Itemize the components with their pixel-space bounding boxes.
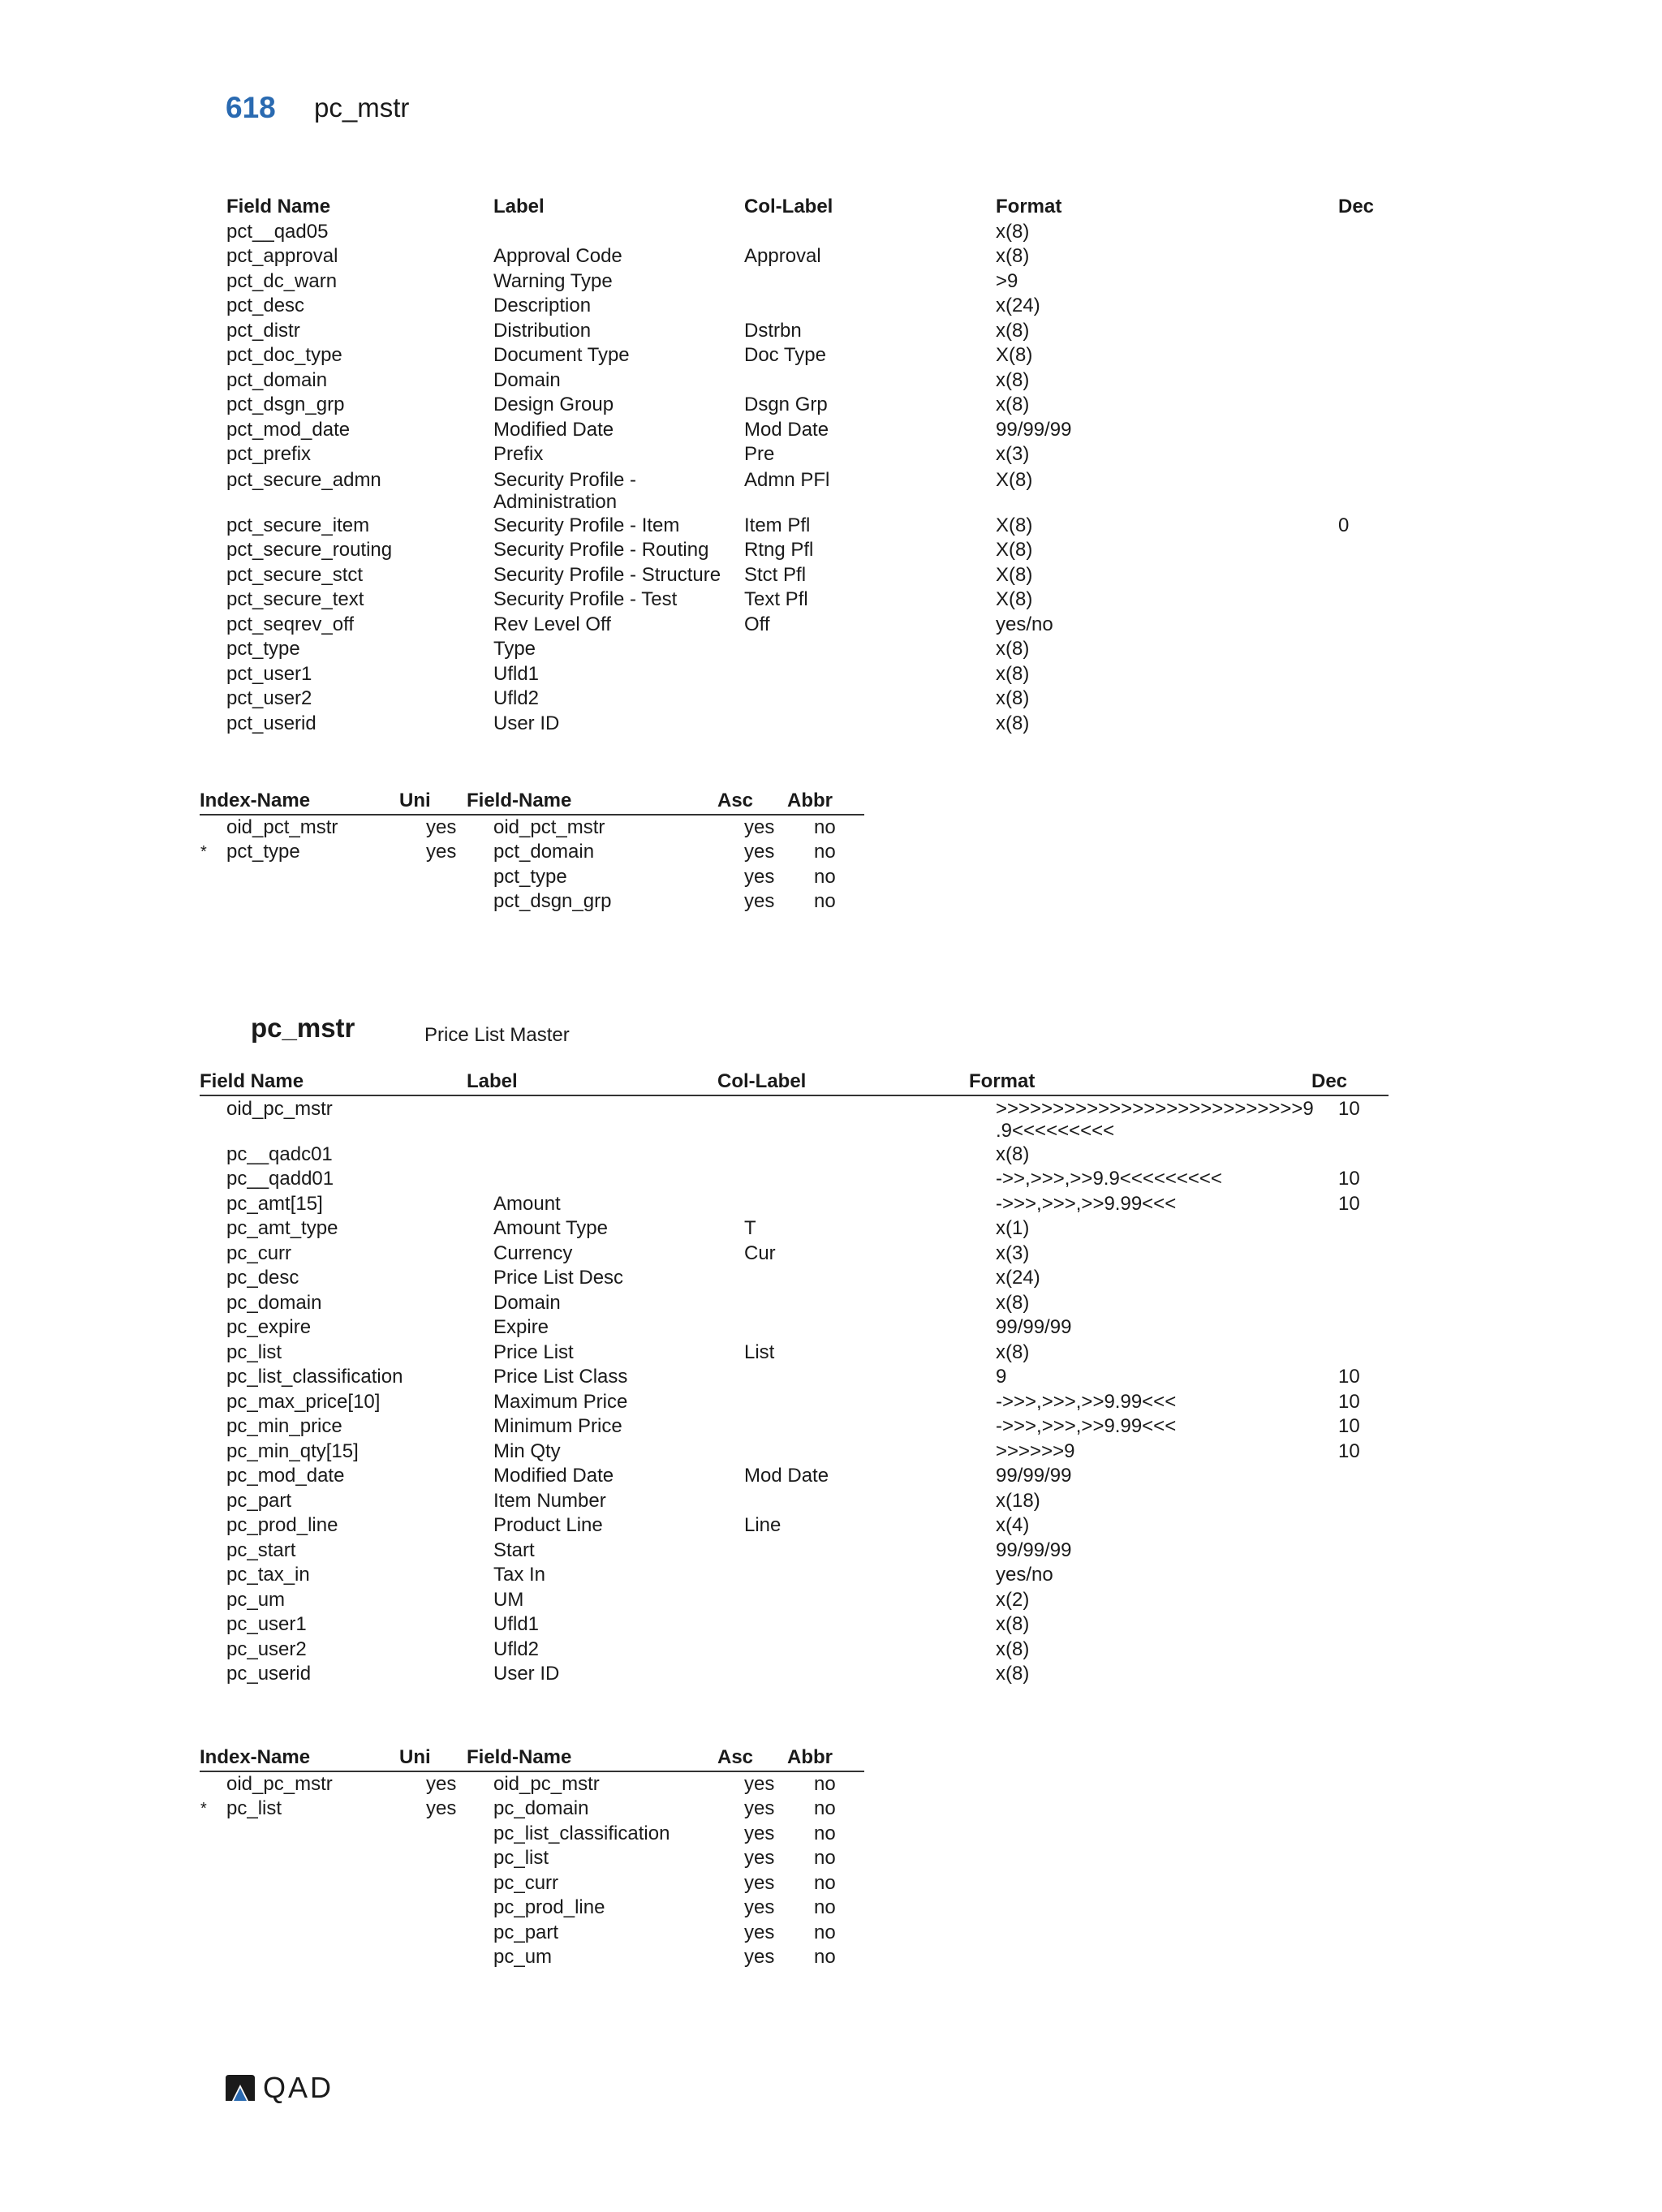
format-cell: >>>>>>>>>>>>>>>>>>>>>>>>>>>9 .9<<<<<<<<< xyxy=(996,1097,1314,1142)
column-header: Field Name xyxy=(226,196,331,217)
table-header-row xyxy=(226,195,1387,220)
unique-cell: yes xyxy=(426,1772,457,1795)
field-name-cell: pc_tax_in xyxy=(226,1564,310,1586)
format-cell: ->>,>>>,>>9.9<<<<<<<<< xyxy=(996,1168,1222,1190)
field-name-cell: pc_domain xyxy=(493,1797,589,1819)
col-label-cell: Stct Pfl xyxy=(744,563,807,586)
table-row xyxy=(226,269,1387,295)
format-cell: 99/99/99 xyxy=(996,1539,1072,1561)
column-header: Field Name xyxy=(200,1070,304,1092)
table-row xyxy=(226,1896,892,1921)
field-name-cell: pct_type xyxy=(493,865,567,888)
qad-logo-text: QAD xyxy=(263,2071,334,2104)
column-header: Dec xyxy=(1311,1070,1348,1092)
label-cell: Description xyxy=(493,295,592,316)
column-header: Dec xyxy=(1338,196,1375,217)
field-name-cell: pct_domain xyxy=(226,368,328,391)
field-name-cell: pct_doc_type xyxy=(226,344,342,366)
field-name-cell: pc__qadd01 xyxy=(226,1168,334,1190)
format-cell: x(8) xyxy=(996,1341,1030,1363)
label-cell: Distribution xyxy=(493,319,592,342)
table-row xyxy=(226,1266,1387,1291)
table-row xyxy=(226,1390,1387,1415)
table-row xyxy=(226,637,1387,662)
label-cell: Tax In xyxy=(493,1564,546,1586)
format-cell: x(1) xyxy=(996,1217,1030,1239)
table-row xyxy=(226,1921,892,1946)
ascending-cell: yes xyxy=(744,1871,775,1894)
pct-fields-table xyxy=(226,195,1387,736)
ascending-cell: yes xyxy=(744,1946,775,1968)
column-header: Col-Label xyxy=(744,196,833,217)
field-name-cell: pc_amt[15] xyxy=(226,1192,323,1215)
label-cell: Domain xyxy=(493,1291,561,1314)
table-row xyxy=(226,1772,892,1797)
format-cell: x(3) xyxy=(996,1242,1030,1264)
column-header: Label xyxy=(467,1070,518,1092)
label-cell: Item Number xyxy=(493,1489,606,1512)
table-row xyxy=(226,662,1387,687)
field-name-cell: pc_expire xyxy=(226,1316,312,1338)
col-label-cell: Doc Type xyxy=(744,344,826,366)
format-cell: >>>>>>9 xyxy=(996,1440,1075,1462)
format-cell: x(8) xyxy=(996,687,1030,709)
table-row xyxy=(226,1464,1387,1489)
ascending-cell: yes xyxy=(744,816,775,838)
abbreviated-cell: no xyxy=(814,1896,836,1918)
col-label-cell: T xyxy=(744,1217,756,1239)
format-cell: yes/no xyxy=(996,613,1053,635)
index-name-cell: oid_pct_mstr xyxy=(226,816,338,838)
field-name-cell: pc_list_classification xyxy=(226,1366,403,1388)
format-cell: x(8) xyxy=(996,319,1030,342)
dec-cell: 10 xyxy=(1338,1097,1360,1120)
table-row xyxy=(226,1167,1387,1192)
label-cell: Price List Class xyxy=(493,1366,628,1388)
label-cell: Start xyxy=(493,1539,535,1561)
table-row xyxy=(226,712,1387,737)
dec-cell: 10 xyxy=(1338,1440,1360,1462)
field-name-cell: pct_secure_admn xyxy=(226,468,381,491)
label-cell: Price List Desc xyxy=(493,1267,624,1289)
col-label-cell: Rtng Pfl xyxy=(744,539,814,561)
table-row xyxy=(226,587,1387,613)
column-header: Uni xyxy=(399,1746,431,1768)
field-name-cell: pc_user2 xyxy=(226,1637,307,1660)
label-cell: Modified Date xyxy=(493,1465,614,1487)
label-cell: Modified Date xyxy=(493,418,614,441)
col-label-cell: Admn PFl xyxy=(744,468,830,491)
field-name-cell: pc_curr xyxy=(493,1871,559,1894)
table-row xyxy=(226,467,1387,514)
field-name-cell: pc_prod_line xyxy=(493,1896,605,1918)
pct-index-table xyxy=(200,789,892,914)
primary-index-marker: * xyxy=(200,843,207,861)
col-label-cell: Dsgn Grp xyxy=(744,394,828,415)
col-label-cell: List xyxy=(744,1341,775,1363)
label-cell: Expire xyxy=(493,1316,549,1338)
field-name-cell: pct_seqrev_off xyxy=(226,613,354,635)
abbreviated-cell: no xyxy=(814,1772,836,1795)
index-name-cell: oid_pc_mstr xyxy=(226,1772,333,1795)
format-cell: yes/no xyxy=(996,1564,1053,1586)
table-row xyxy=(226,1822,892,1847)
pc-fields-table xyxy=(200,1069,1387,1687)
label-cell: Domain xyxy=(493,368,561,391)
qad-logo xyxy=(224,2071,334,2105)
field-name-cell: pc_min_price xyxy=(226,1415,342,1437)
table-row xyxy=(226,442,1387,467)
field-name-cell: pct_secure_stct xyxy=(226,563,364,586)
qad-logo-icon xyxy=(224,2073,256,2102)
table-header-row xyxy=(200,789,864,816)
field-name-cell: pct__qad05 xyxy=(226,220,329,243)
ascending-cell: yes xyxy=(744,841,775,863)
table-row xyxy=(226,319,1387,344)
index-name-cell: pct_type xyxy=(226,841,300,863)
table-row xyxy=(226,343,1387,368)
ascending-cell: yes xyxy=(744,1822,775,1844)
pc-index-table xyxy=(200,1745,892,1970)
field-name-cell: oid_pc_mstr xyxy=(493,1772,600,1795)
field-name-cell: pc_max_price[10] xyxy=(226,1390,381,1413)
format-cell: x(8) xyxy=(996,1291,1030,1314)
label-cell: Ufld1 xyxy=(493,1613,540,1635)
field-name-cell: pct_dsgn_grp xyxy=(493,890,612,912)
label-cell: Design Group xyxy=(493,394,614,415)
field-name-cell: pc_userid xyxy=(226,1663,312,1685)
label-cell: Amount Type xyxy=(493,1217,608,1239)
format-cell: x(8) xyxy=(996,245,1030,267)
abbreviated-cell: no xyxy=(814,841,836,863)
field-name-cell: pct_secure_item xyxy=(226,514,370,536)
format-cell: X(8) xyxy=(996,563,1033,586)
dec-cell: 0 xyxy=(1338,514,1350,536)
format-cell: 99/99/99 xyxy=(996,1316,1072,1338)
table-row xyxy=(200,1797,892,1822)
format-cell: ->>>,>>>,>>9.99<<< xyxy=(996,1390,1177,1413)
abbreviated-cell: no xyxy=(814,1822,836,1844)
column-header: Format xyxy=(969,1070,1036,1092)
label-cell: Warning Type xyxy=(493,269,613,292)
label-cell: Minimum Price xyxy=(493,1415,622,1437)
ascending-cell: yes xyxy=(744,1847,775,1869)
field-name-cell: pct_type xyxy=(226,638,300,660)
table-row xyxy=(226,1846,892,1871)
table-row xyxy=(226,1096,1387,1143)
format-cell: x(8) xyxy=(996,1663,1030,1685)
format-cell: x(8) xyxy=(996,638,1030,660)
label-cell: User ID xyxy=(493,1663,560,1685)
field-name-cell: pc_prod_line xyxy=(226,1514,338,1536)
dec-cell: 10 xyxy=(1338,1168,1360,1190)
table-row xyxy=(226,514,1387,539)
table-row xyxy=(226,1489,1387,1514)
section-title: pc_mstr xyxy=(251,1013,355,1043)
format-cell: x(8) xyxy=(996,368,1030,391)
field-name-cell: pc_um xyxy=(493,1946,553,1968)
column-header: Index-Name xyxy=(200,1746,311,1768)
unique-cell: yes xyxy=(426,1797,457,1819)
page-number: 618 xyxy=(226,91,276,124)
table-row xyxy=(226,1365,1387,1390)
ascending-cell: yes xyxy=(744,865,775,888)
dec-cell: 10 xyxy=(1338,1192,1360,1215)
format-cell: x(3) xyxy=(996,443,1030,465)
ascending-cell: yes xyxy=(744,1921,775,1943)
field-name-cell: pc_mod_date xyxy=(226,1465,345,1487)
label-cell: Maximum Price xyxy=(493,1390,628,1413)
label-cell: Approval Code xyxy=(493,245,622,267)
format-cell: x(8) xyxy=(996,1637,1030,1660)
table-row xyxy=(226,1341,1387,1366)
ascending-cell: yes xyxy=(744,1772,775,1795)
unique-cell: yes xyxy=(426,841,457,863)
label-cell: Type xyxy=(493,638,536,660)
format-cell: X(8) xyxy=(996,539,1033,561)
format-cell: ->>>,>>>,>>9.99<<< xyxy=(996,1415,1177,1437)
label-cell: Product Line xyxy=(493,1514,603,1536)
field-name-cell: pc_list_classification xyxy=(493,1822,670,1844)
column-header: Abbr xyxy=(787,1746,833,1768)
col-label-cell: Pre xyxy=(744,443,775,465)
field-name-cell: pct_desc xyxy=(226,295,305,316)
table-row xyxy=(226,1871,892,1896)
format-cell: x(24) xyxy=(996,1267,1040,1289)
column-header: Uni xyxy=(399,790,431,811)
table-row xyxy=(226,1662,1387,1687)
column-header: Asc xyxy=(717,790,754,811)
label-cell: Security Profile - Structure xyxy=(493,563,721,586)
table-row xyxy=(226,1315,1387,1341)
page-title: pc_mstr xyxy=(314,93,410,123)
table-row xyxy=(226,1539,1387,1564)
format-cell: >9 xyxy=(996,269,1018,292)
col-label-cell: Item Pfl xyxy=(744,514,811,536)
label-cell: Amount xyxy=(493,1192,561,1215)
field-name-cell: oid_pct_mstr xyxy=(493,816,605,838)
label-cell: Document Type xyxy=(493,344,630,366)
table-header-row xyxy=(200,1069,1389,1096)
abbreviated-cell: no xyxy=(814,1921,836,1943)
format-cell: 99/99/99 xyxy=(996,1465,1072,1487)
col-label-cell: Cur xyxy=(744,1242,776,1264)
field-name-cell: pc_part xyxy=(226,1489,292,1512)
format-cell: 9 xyxy=(996,1366,1007,1388)
unique-cell: yes xyxy=(426,816,457,838)
table-row xyxy=(200,840,892,865)
field-name-cell: pct_userid xyxy=(226,712,316,734)
section-description: Price List Master xyxy=(424,1024,570,1046)
table-row xyxy=(226,1588,1387,1613)
column-header: Index-Name xyxy=(200,790,311,811)
table-row xyxy=(226,563,1387,588)
table-row xyxy=(226,1637,1387,1663)
field-name-cell: pc_um xyxy=(226,1588,286,1611)
label-cell: Currency xyxy=(493,1242,573,1264)
field-name-cell: pct_dc_warn xyxy=(226,269,338,292)
abbreviated-cell: no xyxy=(814,1871,836,1894)
label-cell: Ufld2 xyxy=(493,1637,540,1660)
table-row xyxy=(226,865,892,890)
column-header: Field-Name xyxy=(467,790,572,811)
field-name-cell: pc_amt_type xyxy=(226,1217,338,1239)
label-cell: Prefix xyxy=(493,443,544,465)
table-row xyxy=(226,244,1387,269)
ascending-cell: yes xyxy=(744,1896,775,1918)
abbreviated-cell: no xyxy=(814,1797,836,1819)
abbreviated-cell: no xyxy=(814,816,836,838)
col-label-cell: Approval xyxy=(744,245,821,267)
label-cell: Security Profile - Item xyxy=(493,514,680,536)
format-cell: X(8) xyxy=(996,468,1033,491)
table-row xyxy=(226,1414,1387,1440)
table-row xyxy=(226,368,1387,394)
format-cell: x(18) xyxy=(996,1489,1040,1512)
field-name-cell: pc_start xyxy=(226,1539,296,1561)
field-name-cell: pct_secure_text xyxy=(226,588,364,610)
label-cell: Security Profile - Routing xyxy=(493,539,709,561)
field-name-cell: pct_prefix xyxy=(226,443,312,465)
col-label-cell: Off xyxy=(744,613,770,635)
format-cell: x(8) xyxy=(996,712,1030,734)
field-name-cell: pct_user1 xyxy=(226,662,312,685)
table-row xyxy=(226,816,892,841)
field-name-cell: pc_curr xyxy=(226,1242,292,1264)
field-name-cell: pct_distr xyxy=(226,319,300,342)
table-row xyxy=(226,418,1387,443)
field-name-cell: pct_approval xyxy=(226,245,338,267)
table-row xyxy=(226,1242,1387,1267)
table-row xyxy=(226,220,1387,245)
field-name-cell: pc_user1 xyxy=(226,1613,307,1635)
ascending-cell: yes xyxy=(744,890,775,912)
field-name-cell: pc_list xyxy=(226,1341,282,1363)
format-cell: x(8) xyxy=(996,1143,1030,1165)
format-cell: x(8) xyxy=(996,394,1030,415)
format-cell: x(2) xyxy=(996,1588,1030,1611)
format-cell: X(8) xyxy=(996,588,1033,610)
table-row xyxy=(226,538,1387,563)
table-row xyxy=(226,1192,1387,1217)
col-label-cell: Text Pfl xyxy=(744,588,808,610)
field-name-cell: pct_mod_date xyxy=(226,418,351,441)
label-cell: Rev Level Off xyxy=(493,613,611,635)
primary-index-marker: * xyxy=(200,1800,207,1818)
table-row xyxy=(226,889,892,914)
field-name-cell: pct_dsgn_grp xyxy=(226,394,345,415)
table-header-row xyxy=(200,1745,864,1772)
table-row xyxy=(226,1945,892,1970)
column-header: Field-Name xyxy=(467,1746,572,1768)
format-cell: x(8) xyxy=(996,662,1030,685)
field-name-cell: pc_list xyxy=(493,1847,549,1869)
format-cell: X(8) xyxy=(996,344,1033,366)
abbreviated-cell: no xyxy=(814,1847,836,1869)
col-label-cell: Mod Date xyxy=(744,418,829,441)
table-row xyxy=(226,1440,1387,1465)
column-header: Col-Label xyxy=(717,1070,807,1092)
table-row xyxy=(226,294,1387,319)
field-name-cell: pct_user2 xyxy=(226,687,312,709)
label-cell: UM xyxy=(493,1588,524,1611)
column-header: Asc xyxy=(717,1746,754,1768)
dec-cell: 10 xyxy=(1338,1366,1360,1388)
dec-cell: 10 xyxy=(1338,1415,1360,1437)
format-cell: x(24) xyxy=(996,295,1040,316)
field-name-cell: pct_domain xyxy=(493,841,595,863)
col-label-cell: Dstrbn xyxy=(744,319,802,342)
ascending-cell: yes xyxy=(744,1797,775,1819)
field-name-cell: pc_min_qty[15] xyxy=(226,1440,359,1462)
dec-cell: 10 xyxy=(1338,1390,1360,1413)
field-name-cell: pc__qadc01 xyxy=(226,1143,333,1165)
field-name-cell: oid_pc_mstr xyxy=(226,1097,333,1120)
label-cell: Min Qty xyxy=(493,1440,561,1462)
abbreviated-cell: no xyxy=(814,890,836,912)
table-row xyxy=(226,1612,1387,1637)
table-row xyxy=(226,613,1387,638)
label-cell: Ufld1 xyxy=(493,662,540,685)
format-cell: x(8) xyxy=(996,220,1030,243)
table-row xyxy=(226,393,1387,418)
table-row xyxy=(226,1513,1387,1539)
field-name-cell: pc_desc xyxy=(226,1267,299,1289)
field-name-cell: pc_domain xyxy=(226,1291,322,1314)
table-row xyxy=(226,1563,1387,1588)
label-cell: Security Profile - Administration xyxy=(493,468,637,513)
format-cell: ->>>,>>>,>>9.99<<< xyxy=(996,1192,1177,1215)
abbreviated-cell: no xyxy=(814,865,836,888)
table-row xyxy=(226,1291,1387,1316)
format-cell: x(8) xyxy=(996,1613,1030,1635)
field-name-cell: pct_secure_routing xyxy=(226,539,393,561)
label-cell: Security Profile - Test xyxy=(493,588,678,610)
format-cell: X(8) xyxy=(996,514,1033,536)
table-row xyxy=(226,1216,1387,1242)
table-row xyxy=(226,686,1387,712)
table-row xyxy=(226,1143,1387,1168)
abbreviated-cell: no xyxy=(814,1946,836,1968)
label-cell: Ufld2 xyxy=(493,687,540,709)
format-cell: 99/99/99 xyxy=(996,418,1072,441)
field-name-cell: pc_part xyxy=(493,1921,559,1943)
column-header: Label xyxy=(493,196,545,217)
format-cell: x(4) xyxy=(996,1514,1030,1536)
label-cell: User ID xyxy=(493,712,560,734)
label-cell: Price List xyxy=(493,1341,574,1363)
col-label-cell: Line xyxy=(744,1514,781,1536)
index-name-cell: pc_list xyxy=(226,1797,282,1819)
column-header: Abbr xyxy=(787,790,833,811)
col-label-cell: Mod Date xyxy=(744,1465,829,1487)
column-header: Format xyxy=(996,196,1062,217)
